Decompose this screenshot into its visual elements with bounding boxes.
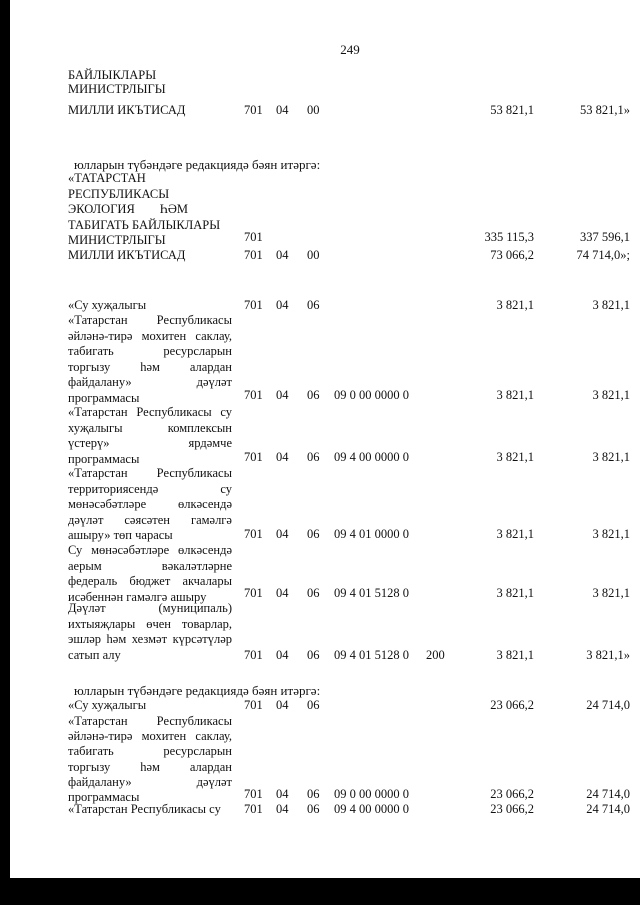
label-line: ашыру» төп чарасы — [68, 528, 173, 542]
label-line: МИНИСТРЛЫГЫ — [68, 82, 166, 96]
code-subsection: 06 — [307, 298, 320, 312]
label-line: Су мөнәсәбәтләре өлкәсендә — [68, 543, 232, 557]
row-label — [68, 313, 232, 406]
code-target: 09 4 01 0000 0 — [334, 527, 409, 541]
label-line: МИЛЛИ ИКЪТИСАД — [68, 103, 186, 117]
code-ministry: 701 — [244, 450, 263, 464]
value-year2: 53 821,1» — [580, 103, 630, 117]
label-line: әйләнә-тирә мохитен саклау, — [68, 729, 232, 744]
code-ministry: 701 — [244, 230, 263, 244]
intro-text: юлларын түбәндәге редакциядә бәян итәргә: — [74, 683, 321, 698]
label-line: «Су хуҗалыгы — [68, 298, 147, 312]
code-section: 04 — [276, 388, 289, 402]
value-year2: 3 821,1 — [592, 298, 630, 312]
row-label: МИЛЛИ ИКЪТИСАД — [68, 248, 186, 262]
label-line: табигать ресурсларын — [68, 344, 232, 358]
value-year1: 3 821,1 — [496, 450, 534, 464]
value-year1: 3 821,1 — [496, 527, 534, 541]
label-line: «Татарстан Республикасы — [68, 466, 232, 480]
value-year1: 3 821,1 — [496, 586, 534, 600]
code-section: 04 — [276, 648, 289, 662]
label-line: «Татарстан Республикасы су — [68, 802, 221, 816]
top-block-label — [68, 68, 232, 96]
label-line: үстерү» ярдәмче — [68, 436, 232, 450]
value-year2: 337 596,1 — [580, 230, 630, 244]
row-label — [68, 466, 232, 544]
value-year1: 23 066,2 — [490, 698, 534, 712]
code-ministry: 701 — [244, 388, 263, 402]
label-line: «ТАТАРСТАН — [68, 171, 146, 185]
code-ministry: 701 — [244, 103, 263, 117]
code-subsection: 06 — [307, 450, 320, 464]
code-subsection: 06 — [307, 802, 320, 816]
value-year1: 23 066,2 — [490, 787, 534, 801]
row-label — [68, 601, 232, 663]
code-subsection: 00 — [307, 103, 320, 117]
label-line: табигать ресурсларын — [68, 744, 232, 759]
code-subsection: 00 — [307, 248, 320, 262]
label-line: файдалану» дәүләт — [68, 774, 232, 789]
code-target: 09 4 01 5128 0 — [334, 648, 409, 662]
value-year2: 3 821,1 — [592, 527, 630, 541]
label-line: мөнәсәбәтләре өлкәсендә — [68, 497, 232, 511]
label-line: торгызу һәм алардан — [68, 759, 232, 774]
code-section: 04 — [276, 698, 289, 712]
value-year1: 3 821,1 — [496, 298, 534, 312]
label-line: «Су хуҗалыгы — [68, 698, 147, 712]
label-line: программасы — [68, 790, 140, 805]
value-year1: 23 066,2 — [490, 802, 534, 816]
label-line: аерым вәкаләтләрне — [68, 558, 232, 573]
label-line: торгызу һәм алардан — [68, 359, 232, 374]
value-year2: 74 714,0»; — [576, 248, 630, 262]
label-line: МИНИСТРЛЫГЫ — [68, 233, 166, 247]
code-section: 04 — [276, 103, 289, 117]
label-line: федераль бюджет акчалары — [68, 574, 232, 588]
row-label — [68, 543, 232, 605]
value-year1: 335 115,3 — [484, 230, 534, 244]
value-year1: 53 821,1 — [490, 103, 534, 117]
label-line: әйләнә-тирә мохитен саклау, — [68, 328, 232, 343]
code-subsection: 06 — [307, 527, 320, 541]
label-line: РЕСПУБЛИКАСЫ — [68, 186, 170, 201]
row-label — [68, 714, 232, 805]
label-line: «Татарстан Республикасы — [68, 714, 232, 728]
code-section: 04 — [276, 787, 289, 801]
value-year1: 73 066,2 — [490, 248, 534, 262]
code-subsection: 06 — [307, 648, 320, 662]
code-target: 09 0 00 0000 0 — [334, 388, 409, 402]
value-year2: 3 821,1 — [592, 586, 630, 600]
label-line: сатып алу — [68, 647, 121, 662]
code-ministry: 701 — [244, 648, 263, 662]
label-line: эшләр һәм хезмәт күрсәтүләр — [68, 632, 232, 646]
code-target: 09 4 01 5128 0 — [334, 586, 409, 600]
code-ministry: 701 — [244, 248, 263, 262]
code-subsection: 06 — [307, 698, 320, 712]
row-label — [68, 298, 232, 314]
code-section: 04 — [276, 450, 289, 464]
value-year2: 3 821,1 — [592, 388, 630, 402]
code-ministry: 701 — [244, 698, 263, 712]
code-ministry: 701 — [244, 787, 263, 801]
label-line: программасы — [68, 451, 140, 466]
label-line: ЭКОЛОГИЯ ҺӘМ — [68, 202, 189, 216]
code-ministry: 701 — [244, 527, 263, 541]
row-label — [68, 698, 232, 713]
code-ministry: 701 — [244, 586, 263, 600]
intro-text: юлларын түбәндәге редакциядә бәян итәргә: — [74, 157, 321, 172]
label-line: ТАБИГАТЬ БАЙЛЫКЛАРЫ — [68, 217, 221, 232]
code-target: 09 4 00 0000 0 — [334, 450, 409, 464]
scan-border-bottom — [0, 878, 640, 905]
value-year2: 24 714,0 — [586, 802, 630, 816]
code-target: 09 4 00 0000 0 — [334, 802, 409, 816]
code-expense-type: 200 — [426, 648, 445, 662]
code-target: 09 0 00 0000 0 — [334, 787, 409, 801]
label-line: ихтыяҗлары өчен товарлар, — [68, 616, 232, 631]
label-line: хуҗалыгы комплексын — [68, 420, 232, 435]
label-line: исәбеннән гамәлгә ашыру — [68, 589, 207, 604]
value-year2: 24 714,0 — [586, 787, 630, 801]
code-subsection: 06 — [307, 388, 320, 402]
code-section: 04 — [276, 248, 289, 262]
code-ministry: 701 — [244, 802, 263, 816]
label-line: «Татарстан Республикасы су — [68, 405, 232, 419]
row-label — [68, 405, 232, 467]
label-line: БАЙЛЫКЛАРЫ — [68, 68, 157, 82]
value-year2: 24 714,0 — [586, 698, 630, 712]
code-subsection: 06 — [307, 787, 320, 801]
label-line: «Татарстан Республикасы — [68, 313, 232, 327]
row-label — [68, 802, 232, 817]
value-year2: 3 821,1 — [592, 450, 630, 464]
label-line: файдалану» дәүләт — [68, 375, 232, 389]
label-line: дәүләт сәясәтен гамәлгә — [68, 512, 232, 527]
value-year1: 3 821,1 — [496, 388, 534, 402]
label-line: территориясендә су — [68, 481, 232, 496]
ministry-label — [68, 171, 232, 249]
code-subsection: 06 — [307, 586, 320, 600]
value-year1: 3 821,1 — [496, 648, 534, 662]
code-section: 04 — [276, 527, 289, 541]
code-ministry: 701 — [244, 298, 263, 312]
label-line: программасы — [68, 390, 140, 405]
code-section: 04 — [276, 586, 289, 600]
code-section: 04 — [276, 802, 289, 816]
page-number: 249 — [340, 42, 360, 57]
value-year2: 3 821,1» — [586, 648, 630, 662]
label-line: Дәүләт (муниципаль) — [68, 601, 232, 615]
code-section: 04 — [276, 298, 289, 312]
